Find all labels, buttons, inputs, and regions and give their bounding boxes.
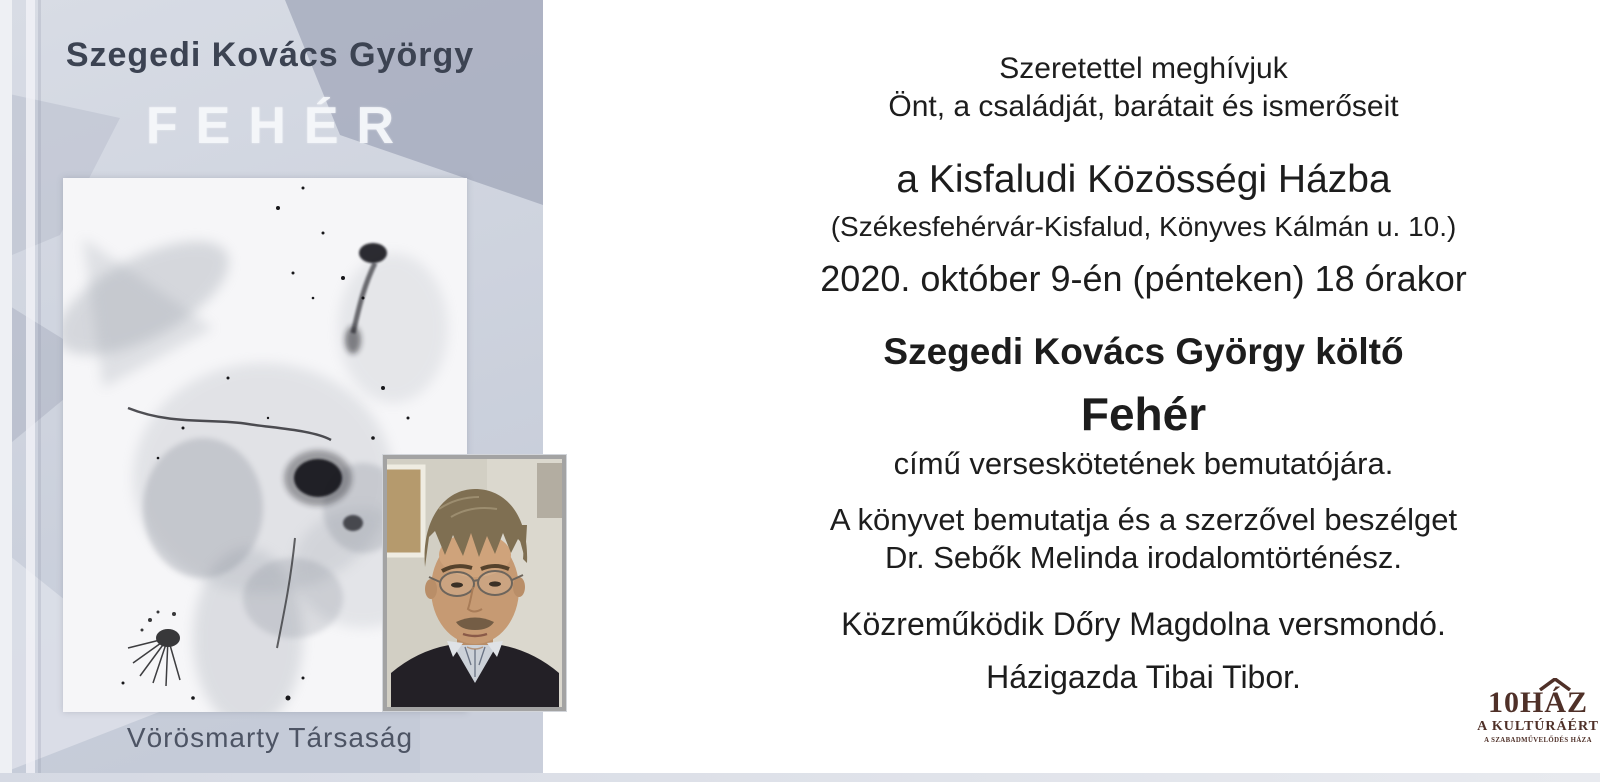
presenter-line-2: Dr. Sebők Melinda irodalomtörténész.: [885, 540, 1402, 575]
logo-subline: A SZABADMŰVELŐDÉS HÁZA: [1484, 737, 1592, 744]
invitation-text-block: [545, 0, 1600, 782]
author-portrait: [387, 459, 562, 707]
house-roof-icon: [1538, 678, 1572, 691]
presenter-line-1: A könyvet bemutatja és a szerzővel beszélget: [829, 502, 1458, 537]
book-title-line: Fehér: [1080, 388, 1207, 440]
logo-main-text: 10HÁZ: [1488, 688, 1588, 718]
cover-author-name: Szegedi Kovács György: [65, 36, 475, 74]
venue-line: a Kisfaludi Közösségi Házba: [896, 158, 1391, 201]
book-subtitle-line: című verseskötetének bemutatójára.: [893, 446, 1394, 481]
greeting-line-1: Szeretettel meghívjuk: [999, 52, 1288, 85]
logo-tagline: A KULTÚRÁÉRT: [1477, 719, 1599, 734]
author-line: Szegedi Kovács György költő: [883, 331, 1404, 372]
datetime-line: 2020. október 9-én (pénteken) 18 órakor: [820, 258, 1467, 299]
cover-publisher: Vörösmarty Társaság: [126, 722, 414, 753]
contributor-line: Közreműködik Dőry Magdolna versmondó.: [841, 606, 1446, 642]
address-line: (Székesfehérvár-Kisfalud, Könyves Kálmán u. 10.): [830, 211, 1457, 242]
host-line: Házigazda Tibai Tibor.: [986, 659, 1301, 695]
bottom-edge-strip: [0, 773, 1600, 782]
cover-book-title: FEHÉR: [145, 97, 413, 155]
author-photo: [383, 455, 566, 711]
greeting-line-2: Önt, a családját, barátait és ismerőseit: [888, 90, 1399, 123]
kulturhaz-logo: [1476, 688, 1600, 744]
